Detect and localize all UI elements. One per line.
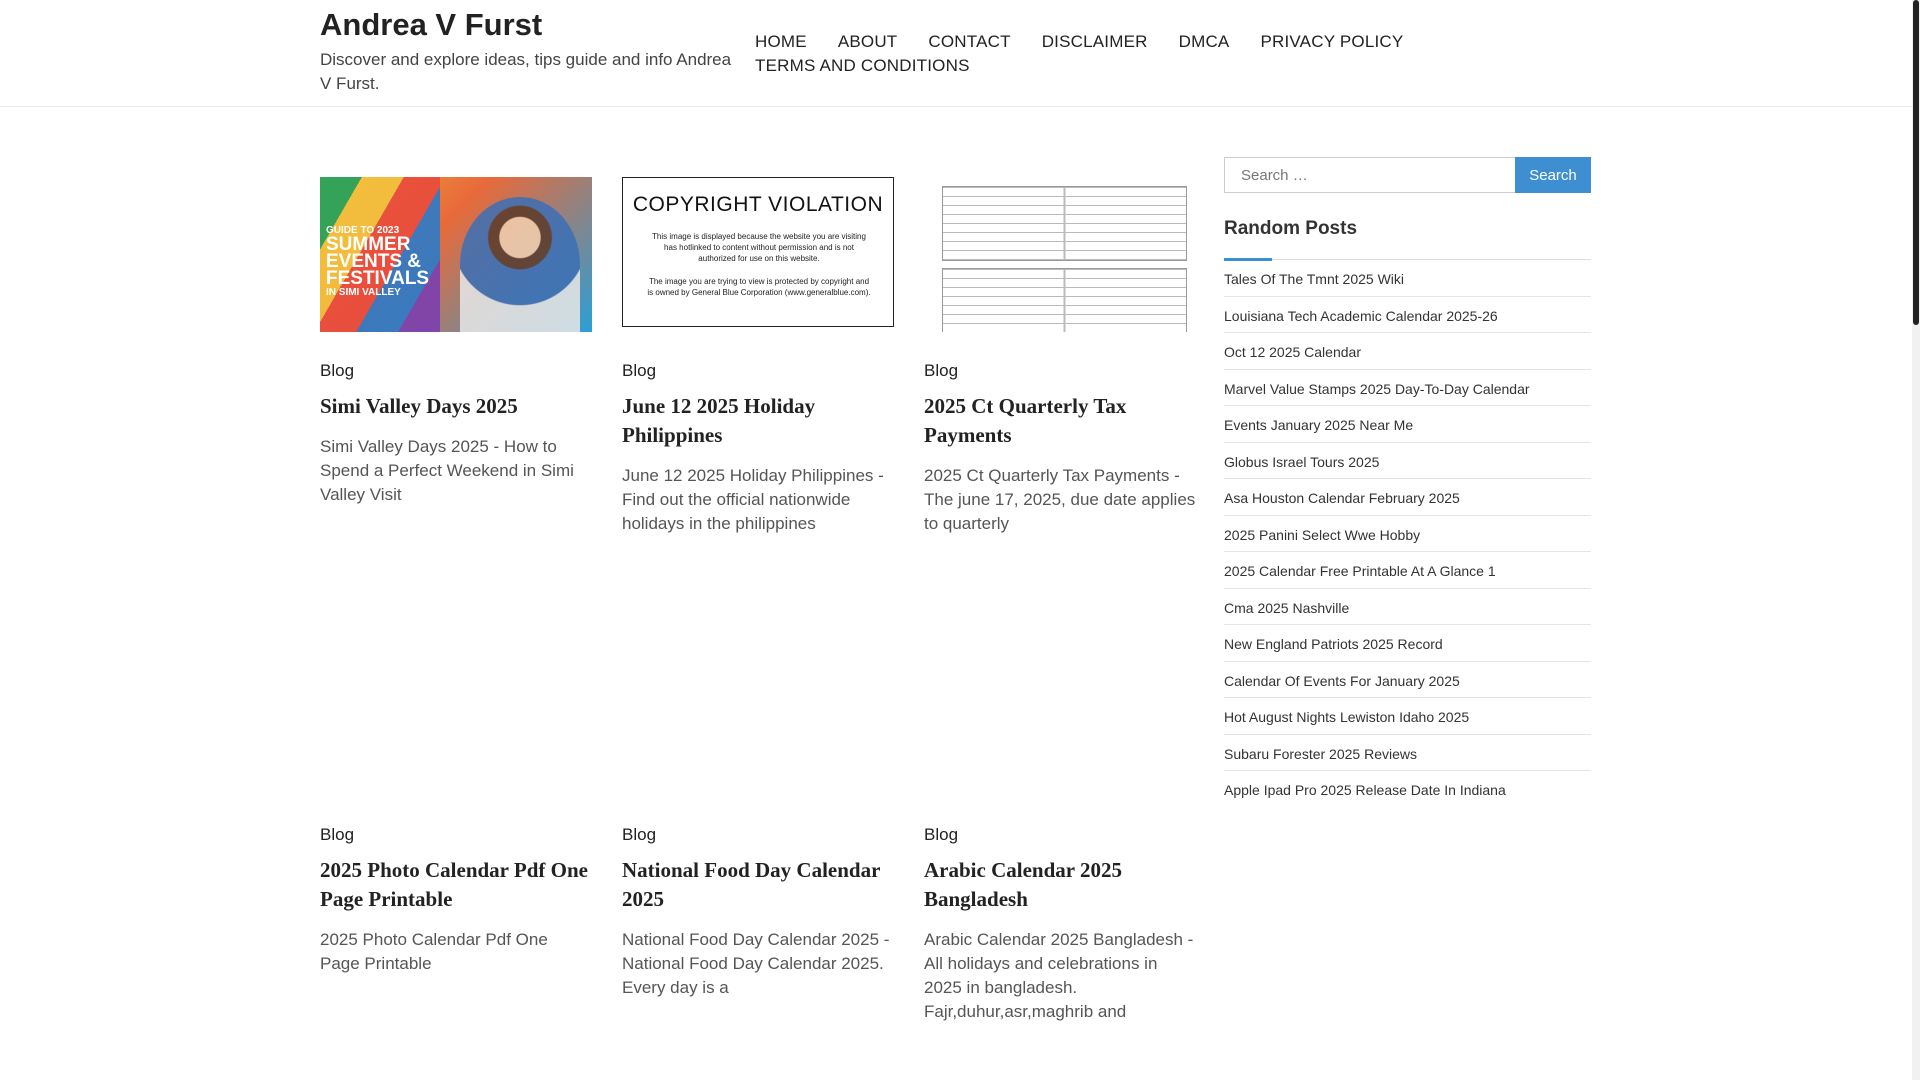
post-excerpt: Simi Valley Days 2025 - How to Spend a Perfect Weekend in Simi Valley Visit xyxy=(320,437,574,504)
post-card xyxy=(924,177,1196,536)
search-button[interactable]: Search xyxy=(1515,157,1591,193)
thumbnail-document xyxy=(942,268,1187,332)
site-tagline: Discover and explore ideas, tips guide and info Andrea V Furst. xyxy=(320,50,732,93)
post-thumbnail[interactable] xyxy=(320,177,592,332)
thumbnail-text: SUMMER EVENTS & FESTIVALS xyxy=(326,234,430,289)
random-post-link[interactable]: 2025 Calendar Free Printable At A Glance 1 xyxy=(1224,552,1591,589)
random-post-link[interactable]: Cma 2025 Nashville xyxy=(1224,589,1591,626)
random-post-link[interactable]: Hot August Nights Lewiston Idaho 2025 xyxy=(1224,698,1591,735)
post-excerpt: 2025 Photo Calendar Pdf One Page Printable xyxy=(320,930,548,973)
random-post-link[interactable]: Asa Houston Calendar February 2025 xyxy=(1224,479,1591,516)
site-title[interactable]: Andrea V Furst xyxy=(320,7,543,42)
post-title[interactable]: National Food Day Calendar 2025 xyxy=(622,858,881,911)
scrollbar-thumb[interactable] xyxy=(1913,0,1919,325)
post-title[interactable]: June 12 2025 Holiday Philippines xyxy=(622,394,816,447)
nav-contact[interactable]: CONTACT xyxy=(928,32,1011,51)
post-category[interactable]: Blog xyxy=(622,825,657,844)
post-card xyxy=(622,824,894,1000)
random-posts-list xyxy=(1224,260,1591,808)
post-card xyxy=(320,177,592,507)
site-header xyxy=(0,0,1912,107)
post-excerpt: Arabic Calendar 2025 Bangladesh - All holidays and celebrations in 2025 in bangladesh. Fajr,duhur,asr,maghrib and xyxy=(924,930,1194,1021)
random-post-link[interactable]: Events January 2025 Near Me xyxy=(1224,406,1591,443)
post-category[interactable]: Blog xyxy=(320,825,355,844)
post-excerpt: June 12 2025 Holiday Philippines - Find out the official nationwide holidays in the philippines xyxy=(622,466,884,533)
thumbnail-photo xyxy=(460,197,580,332)
nav-disclaimer[interactable]: DISCLAIMER xyxy=(1041,32,1148,51)
random-post-link[interactable]: Louisiana Tech Academic Calendar 2025-26 xyxy=(1224,297,1591,334)
post-title[interactable]: Arabic Calendar 2025 Bangladesh xyxy=(924,858,1122,911)
post-category[interactable]: Blog xyxy=(924,825,959,844)
nav-terms-and-conditions[interactable]: TERMS AND CONDITIONS xyxy=(755,56,970,75)
main-nav xyxy=(755,30,1435,78)
post-category[interactable]: Blog xyxy=(622,361,657,380)
nav-home[interactable]: HOME xyxy=(755,32,807,51)
thumbnail-text: GUIDE TO 2023 xyxy=(326,225,400,236)
post-thumbnail[interactable] xyxy=(622,177,894,327)
random-post-link[interactable]: Apple Ipad Pro 2025 Release Date In Indiana xyxy=(1224,782,1506,798)
post-excerpt: 2025 Ct Quarterly Tax Payments - The june 17, 2025, due date applies to quarterly xyxy=(924,466,1196,533)
post-category[interactable]: Blog xyxy=(924,361,959,380)
nav-about[interactable]: ABOUT xyxy=(837,32,898,51)
random-post-link[interactable]: 2025 Panini Select Wwe Hobby xyxy=(1224,516,1591,553)
post-thumbnail[interactable] xyxy=(924,177,1196,332)
post-category[interactable]: Blog xyxy=(320,361,355,380)
thumbnail-heading: COPYRIGHT VIOLATION xyxy=(632,193,884,216)
thumbnail-document xyxy=(942,186,1187,261)
thumbnail-text: This image is displayed because the website you are visiting has hotlinked to content without permission and is not authorized for use on this website. xyxy=(652,232,866,263)
thumbnail-text: The image you are trying to view is protected by copyright and is owned by General Blue Corporation (www.generalblue.com). xyxy=(647,277,871,297)
post-title[interactable]: 2025 Photo Calendar Pdf One Page Printable xyxy=(320,858,588,911)
random-post-link[interactable]: Tales Of The Tmnt 2025 Wiki xyxy=(1224,260,1591,297)
random-post-link[interactable]: Oct 12 2025 Calendar xyxy=(1224,333,1591,370)
random-post-link[interactable]: Calendar Of Events For January 2025 xyxy=(1224,662,1591,699)
random-post-link[interactable]: Subaru Forester 2025 Reviews xyxy=(1224,735,1591,772)
nav-privacy-policy[interactable]: PRIVACY POLICY xyxy=(1260,32,1404,51)
random-post-link[interactable]: New England Patriots 2025 Record xyxy=(1224,625,1591,662)
post-title[interactable]: 2025 Ct Quarterly Tax Payments xyxy=(924,394,1127,447)
search-input[interactable] xyxy=(1224,157,1516,193)
random-post-link[interactable]: Marvel Value Stamps 2025 Day-To-Day Calendar xyxy=(1224,370,1591,407)
post-excerpt: National Food Day Calendar 2025 - National Food Day Calendar 2025. Every day is a xyxy=(622,930,890,997)
post-card xyxy=(622,177,894,536)
nav-dmca[interactable]: DMCA xyxy=(1178,32,1230,51)
thumbnail-text: IN SIMI VALLEY xyxy=(326,287,401,298)
post-title[interactable]: Simi Valley Days 2025 xyxy=(320,394,518,418)
post-card xyxy=(320,824,592,976)
post-card xyxy=(924,824,1196,1024)
random-posts-heading: Random Posts xyxy=(1224,218,1358,239)
random-post-link[interactable]: Globus Israel Tours 2025 xyxy=(1224,443,1591,480)
